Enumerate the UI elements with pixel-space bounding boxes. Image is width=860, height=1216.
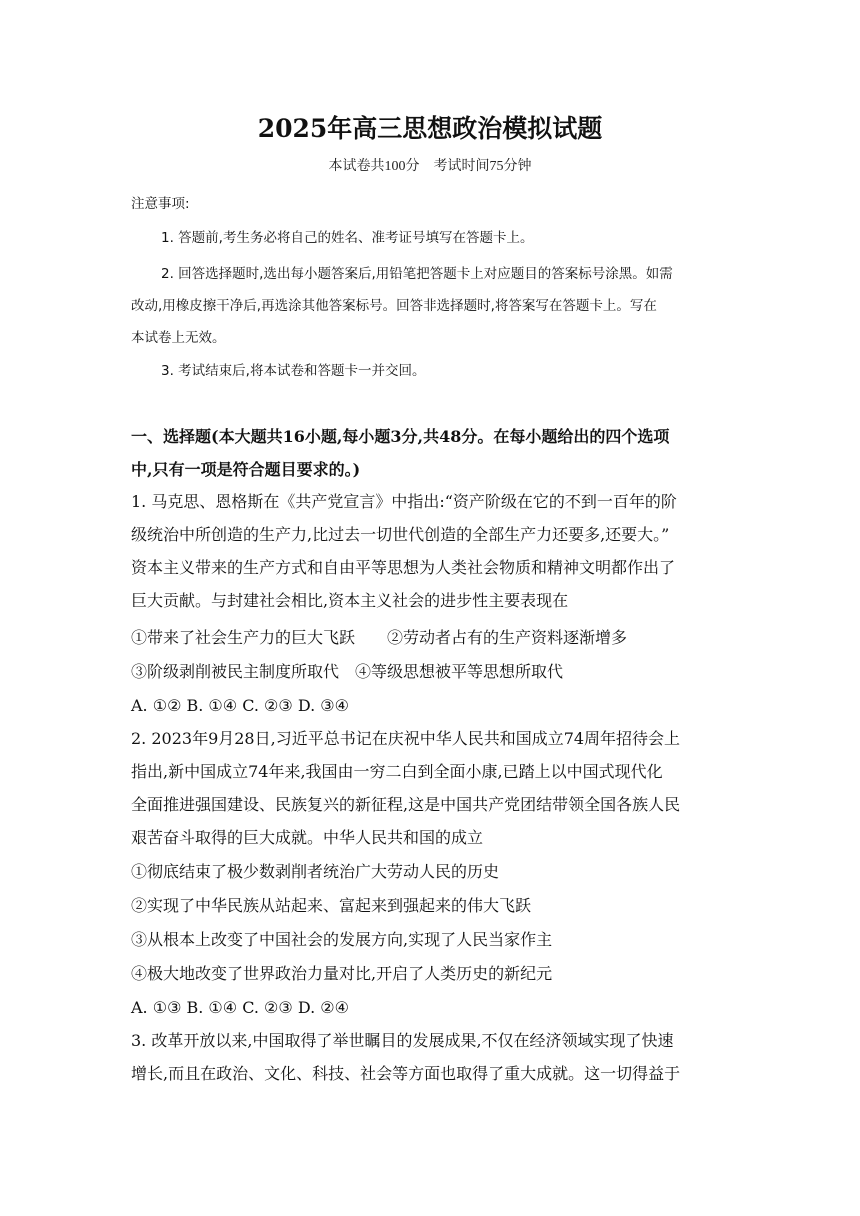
notice-item-1: 1. 答题前,考生务必将自己的姓名、准考证号填写在答题卡上。 bbox=[161, 230, 534, 246]
question-3-stem: 增长,而且在政治、文化、科技、社会等方面也取得了重大成就。这一切得益于 bbox=[131, 1064, 681, 1083]
question-3-stem: 3. 改革开放以来,中国取得了举世瞩目的发展成果,不仅在经济领域实现了快速 bbox=[131, 1031, 674, 1050]
notice-item-2-cont: 改动,用橡皮擦干净后,再选涂其他答案标号。回答非选择题时,将答案写在答题卡上。写在 bbox=[131, 298, 657, 314]
section-heading-cont: 中,只有一项是符合题目要求的。) bbox=[131, 460, 361, 479]
question-2-stem: 2. 2023年9月28日,习近平总书记在庆祝中华人民共和国成立74周年招待会上 bbox=[131, 729, 681, 748]
question-2-option: ①彻底结束了极少数剥削者统治广大劳动人民的历史 bbox=[131, 862, 500, 881]
question-2-option: ④极大地改变了世界政治力量对比,开启了人类历史的新纪元 bbox=[131, 964, 553, 983]
section-heading: 一、选择题(本大题共16小题,每小题3分,共48分。在每小题给出的四个选项 bbox=[131, 427, 670, 446]
question-2-option: ②实现了中华民族从站起来、富起来到强起来的伟大飞跃 bbox=[131, 896, 532, 915]
notice-item-2: 2. 回答选择题时,选出每小题答案后,用铅笔把答题卡上对应题目的答案标号涂黑。如需 bbox=[161, 266, 673, 282]
page-title: 2025年高三思想政治模拟试题 bbox=[257, 114, 603, 143]
question-1-stem: 1. 马克思、恩格斯在《共产党宣言》中指出:“资产阶级在它的不到一百年的阶 bbox=[131, 492, 677, 511]
notice-item-3: 3. 考试结束后,将本试卷和答题卡一并交回。 bbox=[161, 363, 426, 379]
question-1-option: ③阶级剥削被民主制度所取代 ④等级思想被平等思想所取代 bbox=[131, 662, 564, 681]
question-2-answers: A. ①③ B. ①④ C. ②③ D. ②④ bbox=[131, 998, 349, 1017]
question-2-stem: 指出,新中国成立74年来,我国由一穷二白到全面小康,已踏上以中国式现代化 bbox=[131, 762, 663, 781]
question-1-stem: 巨大贡献。与封建社会相比,资本主义社会的进步性主要表现在 bbox=[131, 591, 569, 610]
question-1-option: ①带来了社会生产力的巨大飞跃 ②劳动者占有的生产资料逐渐增多 bbox=[131, 628, 628, 647]
question-2-stem: 艰苦奋斗取得的巨大成就。中华人民共和国的成立 bbox=[131, 828, 484, 847]
exam-info: 本试卷共100分 考试时间75分钟 bbox=[328, 159, 532, 174]
question-1-stem: 级统治中所创造的生产力,比过去一切世代创造的全部生产力还要多,还要大。” bbox=[131, 525, 670, 544]
question-2-option: ③从根本上改变了中国社会的发展方向,实现了人民当家作主 bbox=[131, 930, 553, 949]
notice-heading: 注意事项: bbox=[131, 196, 190, 212]
question-1-stem: 资本主义带来的生产方式和自由平等思想为人类社会物质和精神文明都作出了 bbox=[131, 558, 676, 577]
notice-item-2-end: 本试卷上无效。 bbox=[131, 330, 226, 346]
question-1-answers: A. ①② B. ①④ C. ②③ D. ③④ bbox=[131, 696, 349, 715]
question-2-stem: 全面推进强国建设、民族复兴的新征程,这是中国共产党团结带领全国各族人民 bbox=[131, 795, 681, 814]
